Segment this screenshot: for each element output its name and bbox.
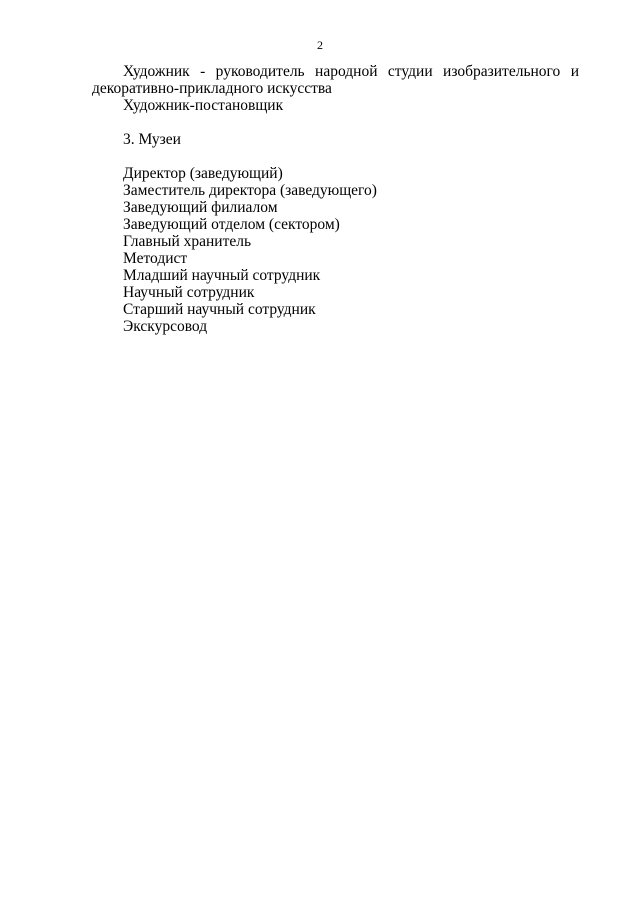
list-item: Заведующий отделом (сектором) xyxy=(123,216,340,233)
position-artist-head: Художник - руководитель народной студии изобразительного и декоративно-прикладного искусства xyxy=(92,63,579,97)
list-item: Заведующий филиалом xyxy=(123,199,278,216)
list-item: Младший научный сотрудник xyxy=(123,267,321,284)
list-item: Главный хранитель xyxy=(123,233,252,250)
list-item: Научный сотрудник xyxy=(123,284,255,301)
section-heading-museums: 3. Музеи xyxy=(123,131,181,148)
list-item: Директор (заведующий) xyxy=(123,165,283,182)
list-item: Заместитель директора (заведующего) xyxy=(123,182,377,199)
position-artist-designer: Художник-постановщик xyxy=(123,97,284,114)
museum-positions-list xyxy=(92,165,579,335)
page-number: 2 xyxy=(317,38,323,52)
list-item: Старший научный сотрудник xyxy=(123,301,316,318)
list-item: Экскурсовод xyxy=(123,318,208,335)
list-item: Методист xyxy=(123,250,188,267)
document-body xyxy=(92,63,579,335)
